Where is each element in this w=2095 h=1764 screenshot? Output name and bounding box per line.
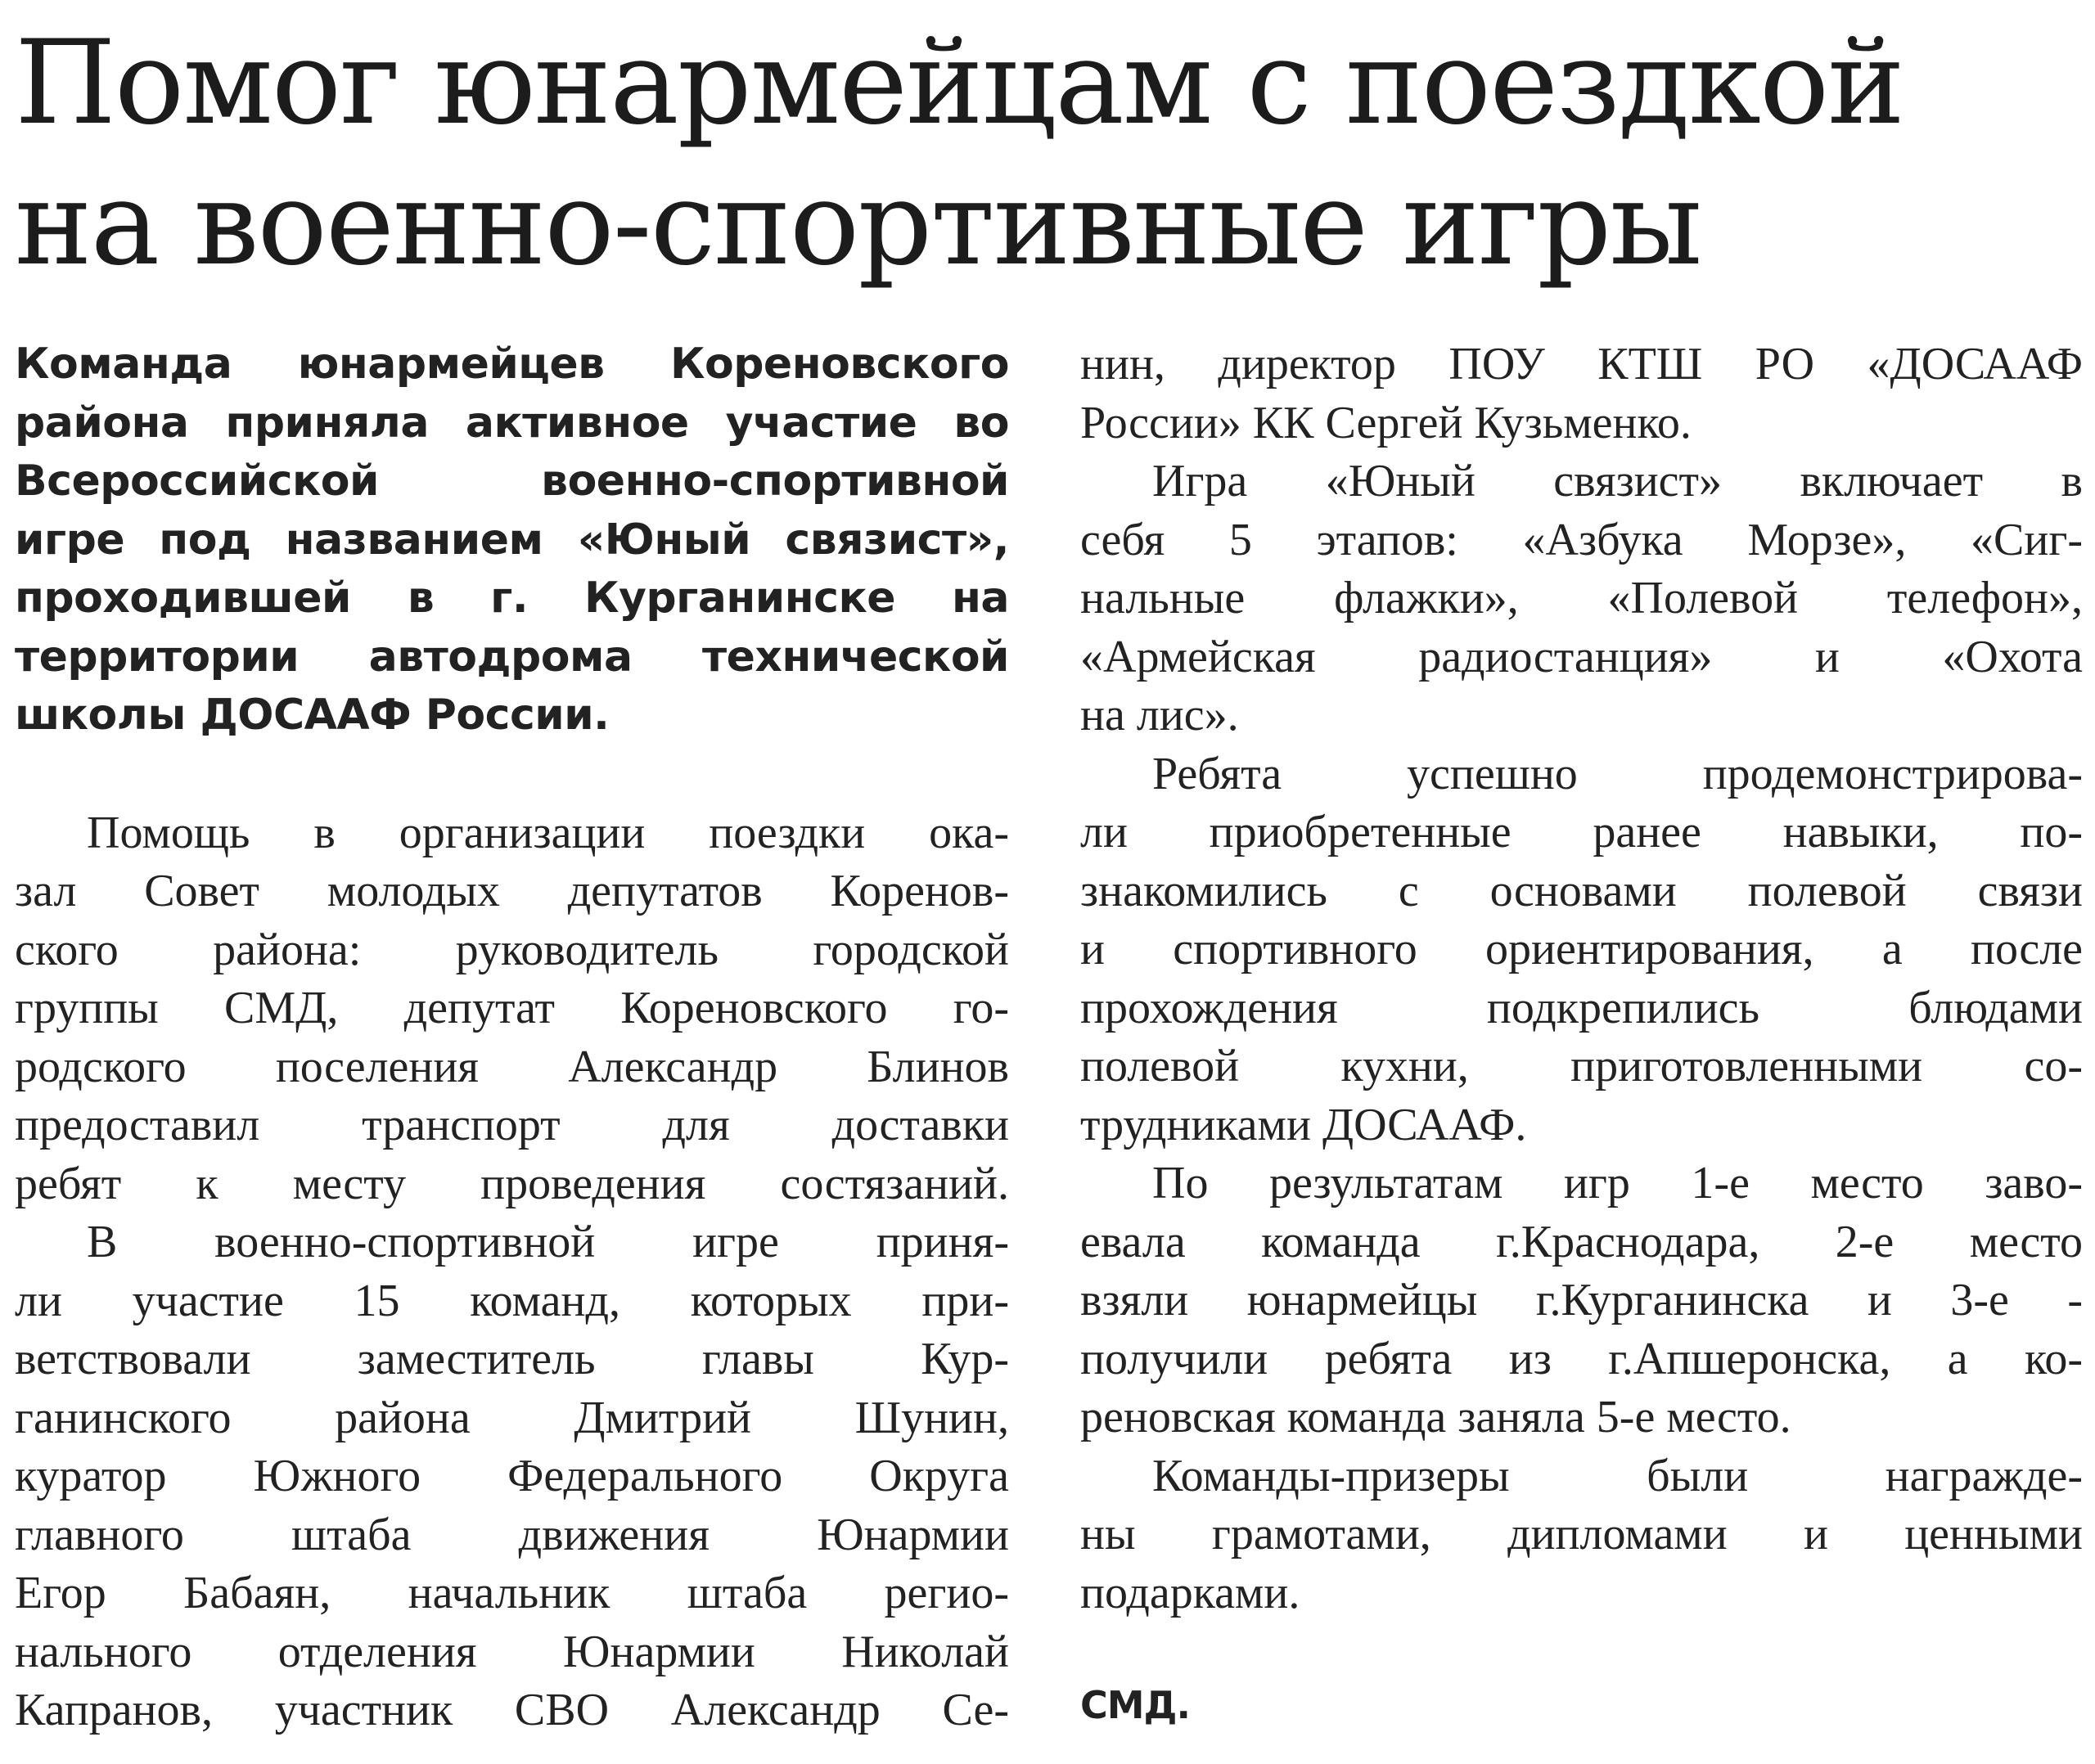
body-paragraph <box>1080 452 2083 745</box>
body-line: ветствовали заместитель главы Кур- <box>15 1334 1009 1384</box>
body-line: на лис». <box>1080 690 1239 740</box>
body-line: родского поселения Александр Блинов <box>15 1041 1009 1092</box>
body-line: ребят к месту проведения состязаний. <box>15 1158 1009 1209</box>
body-line: Помощь в организации поездки ока- <box>87 807 1009 858</box>
body-paragraph <box>1080 335 2083 452</box>
body-line: прохождения подкрепились блюдами <box>1080 982 2083 1033</box>
body-line: Команды-призеры были награжде- <box>1152 1450 2083 1501</box>
body-line: «Армейская радиостанция» и «Охота <box>1080 631 2083 682</box>
body-line: ны грамотами, дипломами и ценными <box>1080 1509 2083 1559</box>
body-line: трудниками ДОСААФ. <box>1080 1099 1527 1150</box>
article-lead <box>15 335 1009 745</box>
body-line: себя 5 этапов: «Азбука Морзе», «Сиг- <box>1080 514 2083 565</box>
lead-line: территории автодрома технической <box>15 632 1009 682</box>
body-line: группы СМД, депутат Кореновского го- <box>15 983 1009 1033</box>
body-line: ского района: руководитель городской <box>15 924 1009 975</box>
article-headline <box>15 13 2077 295</box>
lead-line: игре под названием «Юный связист», <box>15 515 1009 565</box>
body-line: В военно-спортивной игре приня- <box>87 1217 1009 1267</box>
body-line: Егор Бабаян, начальник штаба регио- <box>15 1568 1009 1618</box>
body-line: и спортивного ориентирования, а после <box>1080 924 2083 974</box>
body-line: ли участие 15 команд, которых при- <box>15 1275 1009 1326</box>
right-column <box>1080 335 2083 1735</box>
body-line: подарками. <box>1080 1567 1300 1618</box>
body-line: Ребята успешно продемонстрирова- <box>1152 748 2083 799</box>
lead-line: Всероссийской военно-спортивной <box>15 457 1009 506</box>
body-paragraph <box>1080 1447 2083 1623</box>
lead-line: проходившей в г. Курганинске на <box>15 574 1009 623</box>
body-line: ли приобретенные ранее навыки, по- <box>1080 807 2083 857</box>
body-paragraph <box>1080 1154 2083 1447</box>
body-paragraph <box>15 1213 1009 1740</box>
body-line: Игра «Юный связист» включает в <box>1152 456 2083 506</box>
body-line: нального отделения Юнармии Николай <box>15 1626 1009 1677</box>
lead-line: школы ДОСААФ России. <box>15 691 610 740</box>
headline-line: на военно-спортивные игры <box>15 156 1701 291</box>
left-column <box>15 335 1009 1740</box>
body-line: По результатам игр 1-е место заво- <box>1152 1158 2083 1208</box>
body-line: евала команда г.Краснодара, 2-е место <box>1080 1216 2083 1267</box>
body-line: Капранов, участник СВО Александр Се- <box>15 1685 1009 1735</box>
author-signature: СМД. <box>1080 1683 1190 1727</box>
body-line: зал Совет молодых депутатов Коренов- <box>15 866 1009 916</box>
body-line: ганинского района Дмитрий Шунин, <box>15 1392 1009 1443</box>
body-line: нальные флажки», «Полевой телефон», <box>1080 573 2083 623</box>
body-line: предоставил транспорт для доставки <box>15 1100 1009 1150</box>
body-line: главного штаба движения Юнармии <box>15 1509 1009 1560</box>
body-paragraph <box>1080 745 2083 1155</box>
body-line: нин, директор ПОУ КТШ РО «ДОСААФ <box>1080 339 2083 389</box>
body-line: полевой кухни, приготовленными со- <box>1080 1041 2083 1091</box>
body-line: России» КК Сергей Кузьменко. <box>1080 397 1692 448</box>
headline-line: Помог юнармейцам с поездкой <box>15 16 1904 151</box>
body-paragraph <box>15 804 1009 1214</box>
body-line: получили ребята из г.Апшеронска, а ко- <box>1080 1333 2083 1384</box>
body-line: взяли юнармейцы г.Курганинска и 3-е - <box>1080 1275 2083 1325</box>
lead-line: района приняла активное участие во <box>15 398 1009 448</box>
body-line: реновская команда заняла 5-е место. <box>1080 1392 1791 1442</box>
body-line: знакомились с основами полевой связи <box>1080 865 2083 916</box>
lead-line: Команда юнармейцев Кореновского <box>15 340 1009 389</box>
body-line: куратор Южного Федерального Округа <box>15 1451 1009 1501</box>
